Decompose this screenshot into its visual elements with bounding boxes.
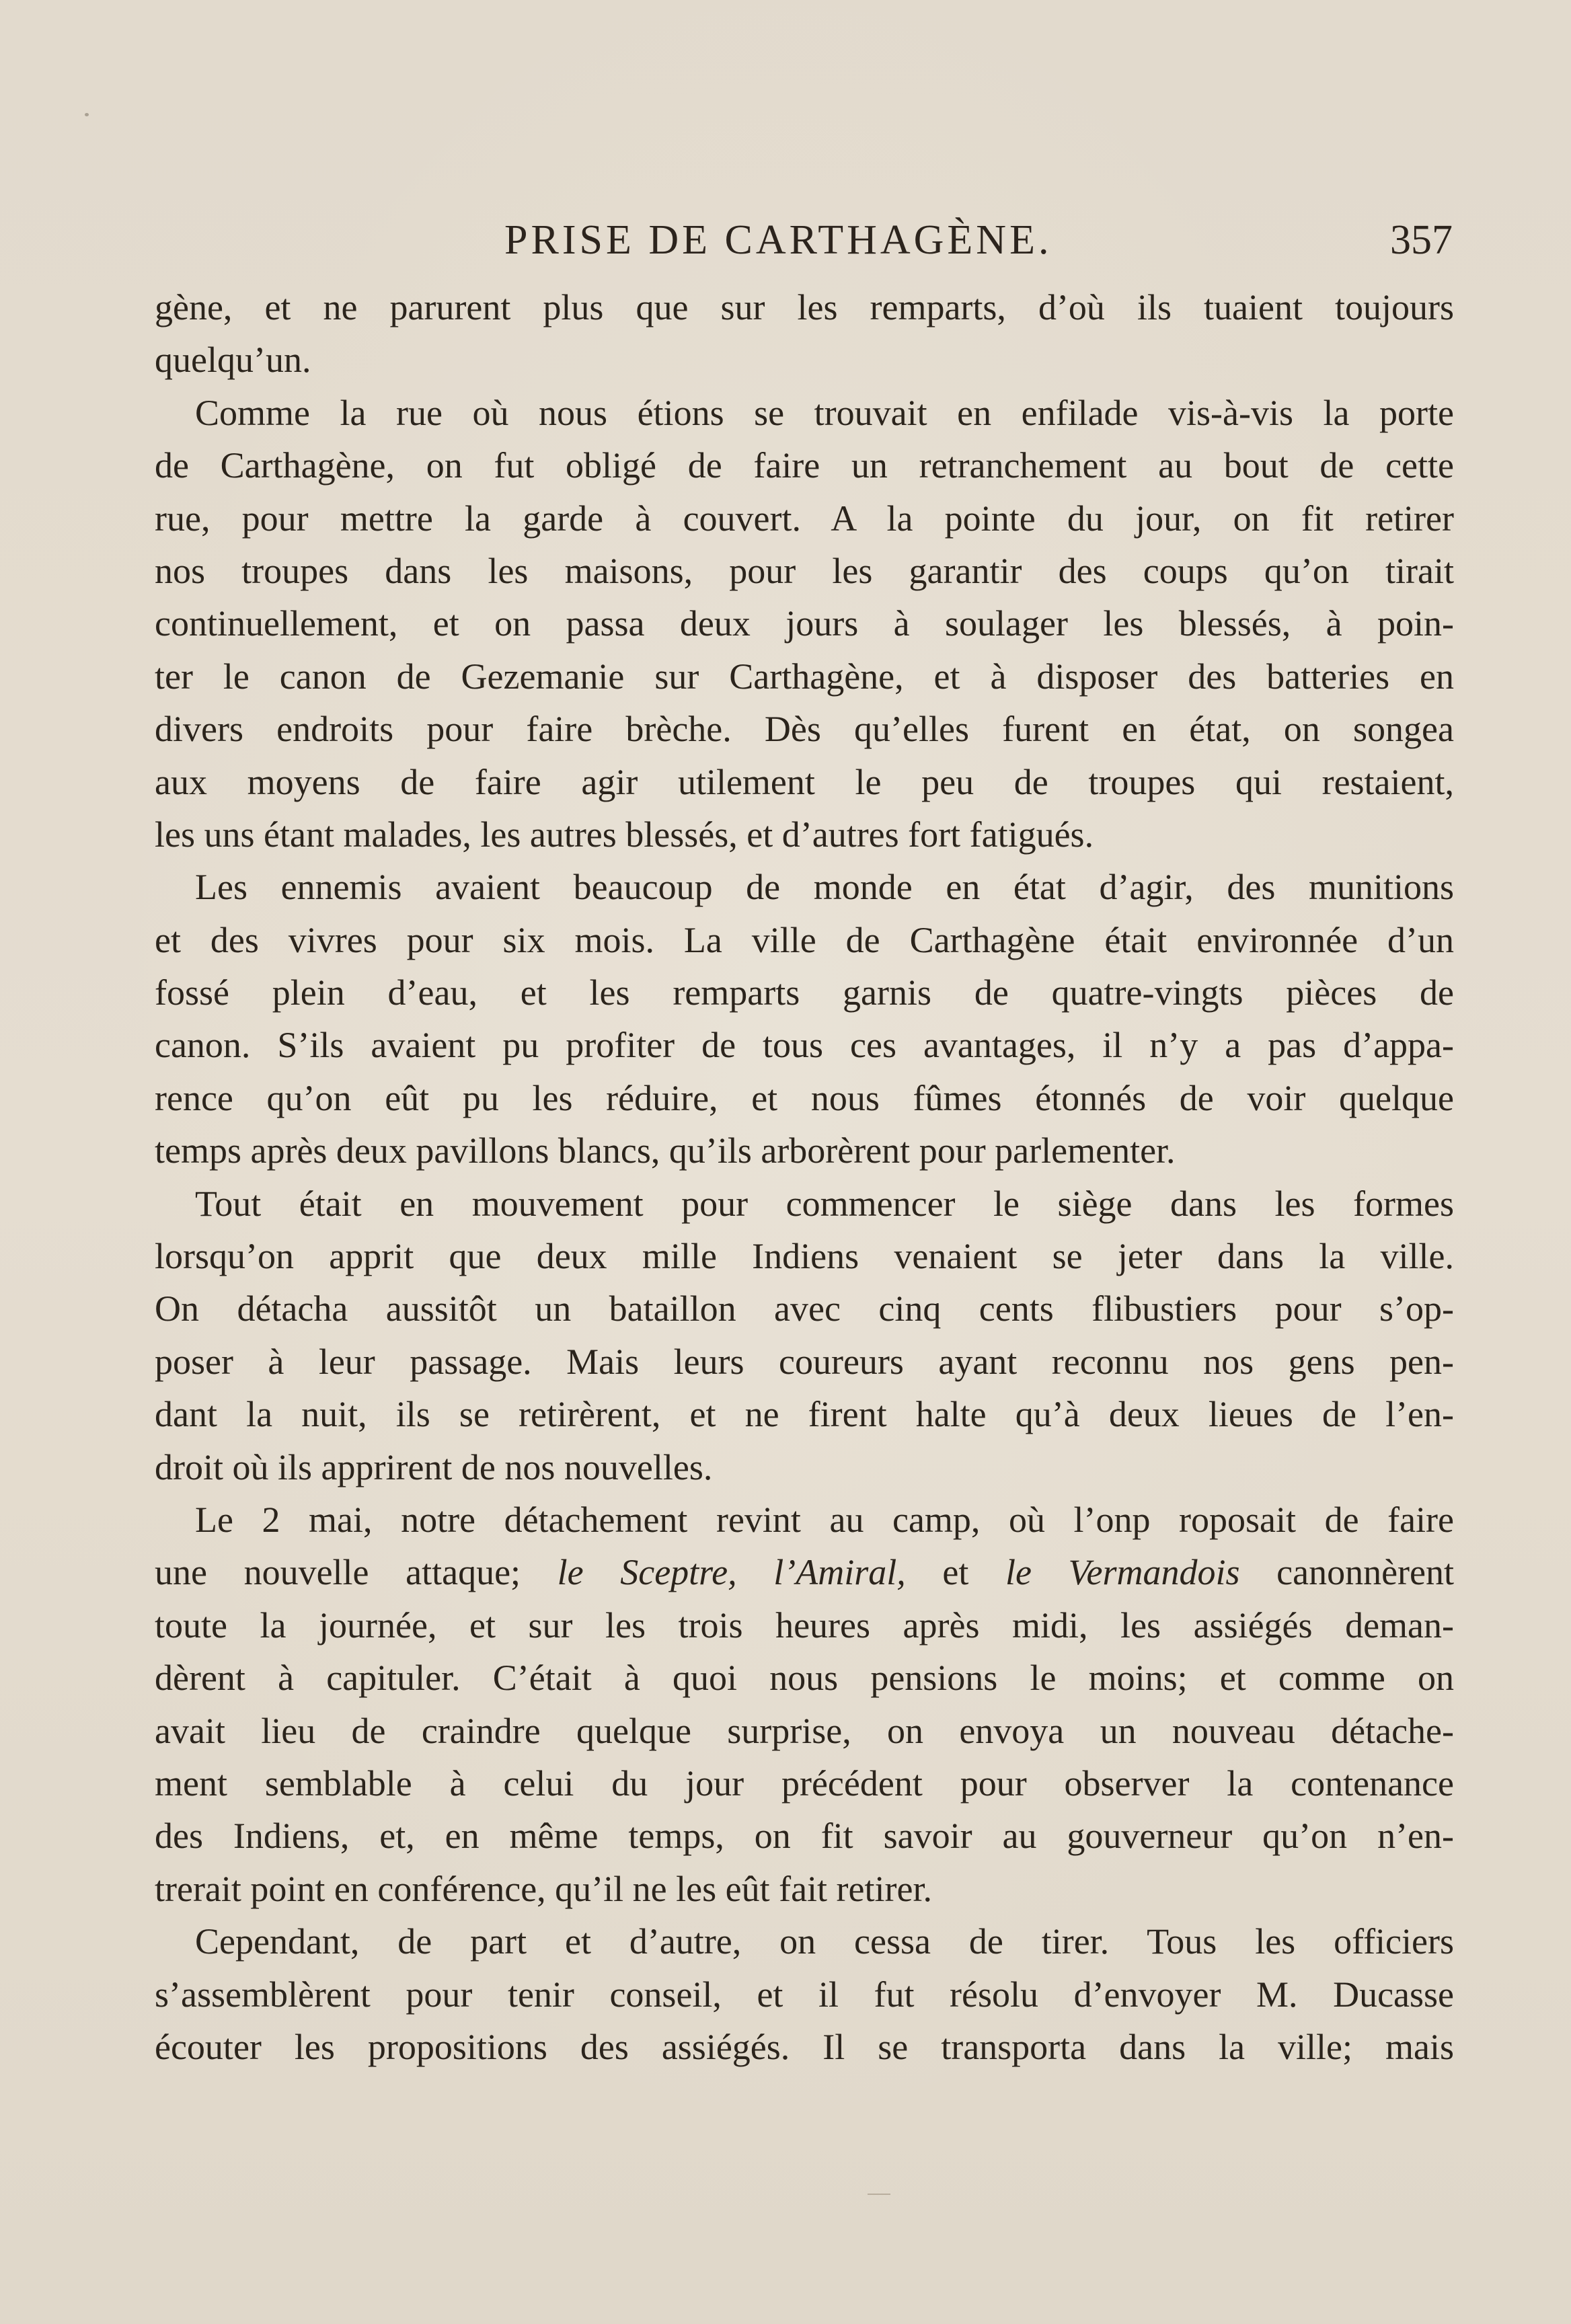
text-line: On détacha aussitôt un bataillon avec cinq cents flibustiers pour s’op- [155,1288,1454,1329]
text-line: de Carthagène, on fut obligé de faire un retranchement au bout de cette [155,445,1454,486]
text-line: rue, pour mettre la garde à couvert. A la pointe du jour, on fit retirer [155,498,1454,539]
ship-name-vermandois: le Vermandois [1005,1552,1240,1593]
text-line: les uns étant malades, les autres blessés, et d’autres fort fatigués. [155,814,1094,855]
text-line: canon. S’ils avaient pu profiter de tous ces avantages, il n’y a pas d’appa- [155,1025,1454,1066]
text-fragment: et [942,1552,969,1593]
page-number: 357 [1390,217,1453,263]
text-line: lorsqu’on apprit que deux mille Indiens venaient se jeter dans la ville. [155,1236,1454,1277]
running-title: PRISE DE CARTHAGÈNE. [504,217,1052,263]
text-line: trerait point en conférence, qu’il ne les eût fait retirer. [155,1868,932,1909]
paper-speck [85,113,89,116]
text-line: poser à leur passage. Mais leurs coureurs ayant reconnu nos gens pen- [155,1341,1454,1382]
footer-mark [868,2194,890,2195]
paragraph-start-line: Comme la rue où nous étions se trouvait en enfilade vis-à-vis la porte [195,392,1454,433]
text-line: quelqu’un. [155,340,311,381]
ship-name-amiral: l’Amiral, [773,1552,906,1593]
text-line: nos troupes dans les maisons, pour les garantir des coups qu’on tirait [155,550,1454,591]
text-line: toute la journée, et sur les trois heures après midi, les assiégés deman- [155,1604,1454,1645]
paragraph-start-line: Cependant, de part et d’autre, on cessa de tirer. Tous les officiers [195,1921,1454,1962]
text-line: ment semblable à celui du jour précédent pour observer la contenance [155,1763,1454,1804]
paragraph-start-line: Les ennemis avaient beaucoup de monde en état d’agir, des munitions [195,867,1454,908]
text-line: s’assemblèrent pour tenir conseil, et il fut résolu d’envoyer M. Ducasse [155,1974,1454,2015]
text-fragment: canonnèrent [1276,1552,1454,1593]
text-line: ter le canon de Gezemanie sur Carthagène, et à disposer des batteries en [155,656,1454,697]
text-line: et des vivres pour six mois. La ville de Carthagène était environnée d’un [155,919,1454,960]
text-fragment: une nouvelle attaque; [155,1552,521,1593]
text-line: aux moyens de faire agir utilement le peu de troupes qui restaient, [155,761,1454,802]
text-line: divers endroits pour faire brèche. Dès qu’elles furent en état, on songea [155,709,1454,750]
paragraph-start-line: Tout était en mouvement pour commencer le siège dans les formes [195,1183,1454,1224]
text-line: dèrent à capituler. C’était à quoi nous pensions le moins; et comme on [155,1658,1454,1699]
paragraph-start-line: Le 2 mai, notre détachement revint au camp, où l’onp roposait de faire [195,1499,1454,1540]
ship-name-sceptre: le Sceptre, [557,1552,737,1593]
text-line: dant la nuit, ils se retirèrent, et ne firent halte qu’à deux lieues de l’en- [155,1394,1454,1435]
text-line: rence qu’on eût pu les réduire, et nous fûmes étonnés de voir quelque [155,1077,1454,1118]
running-head [155,210,1453,270]
body-text [155,281,1454,2073]
text-line: des Indiens, et, en même temps, on fit savoir au gouverneur qu’on n’en- [155,1816,1454,1857]
text-line: continuellement, et on passa deux jours à soulager les blessés, à poin- [155,603,1454,644]
text-line: écouter les propositions des assiégés. Il se transporta dans la ville; mais [155,2026,1454,2067]
text-line: avait lieu de craindre quelque surprise, on envoya un nouveau détache- [155,1710,1454,1751]
text-line-with-ship-names [155,1546,1454,1598]
text-line: fossé plein d’eau, et les remparts garnis de quatre-vingts pièces de [155,972,1454,1013]
text-line: droit où ils apprirent de nos nouvelles. [155,1446,713,1487]
text-line: temps après deux pavillons blancs, qu’ils arborèrent pour parlementer. [155,1130,1176,1171]
text-line: gène, et ne parurent plus que sur les remparts, d’où ils tuaient toujours [155,287,1454,327]
